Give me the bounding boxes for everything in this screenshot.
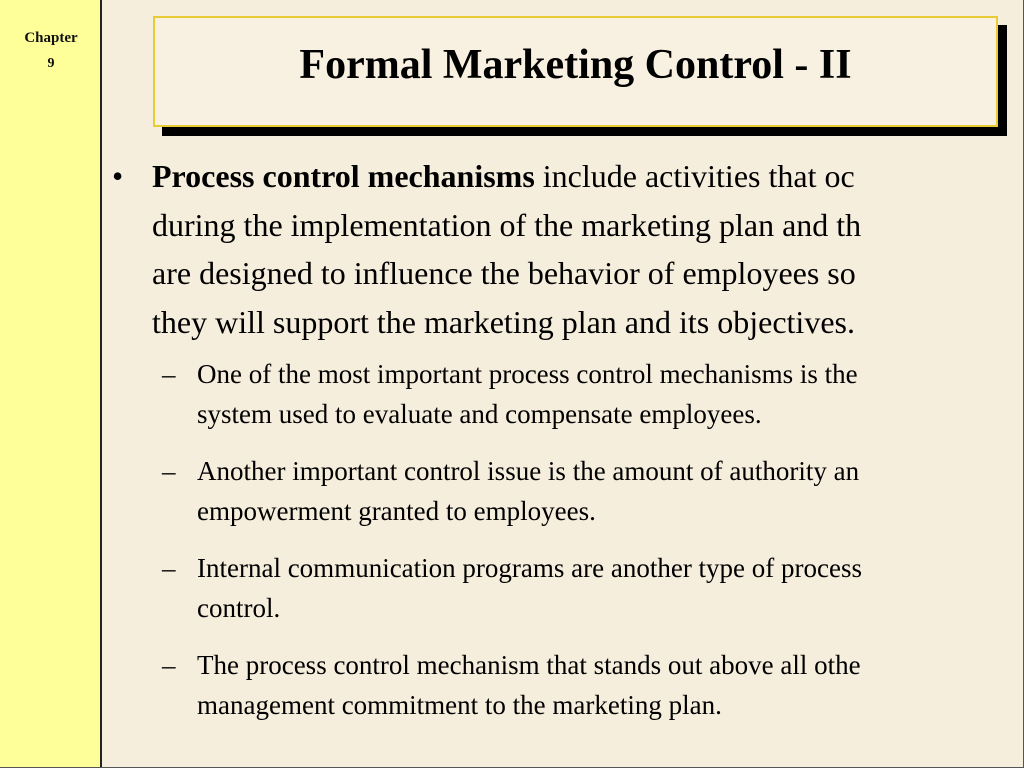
sub-bullet xyxy=(112,548,1024,628)
sub-bullet-line-2: system used to evaluate and compensate employees. xyxy=(197,399,762,429)
bold-term: Process control mechanisms xyxy=(152,158,535,194)
main-bullet xyxy=(112,152,1024,346)
sub-bullet-line-1: Another important control issue is the amount of authority an xyxy=(197,456,860,486)
sub-bullet-line-1: Internal communication programs are another type of process xyxy=(197,553,863,583)
sub-bullet-list xyxy=(112,354,1024,725)
dash-marker: – xyxy=(162,456,176,486)
bullet-marker: • xyxy=(112,158,124,194)
slide-content xyxy=(112,152,1024,742)
sub-bullet-line-1: One of the most important process control mechanisms is the xyxy=(197,359,858,389)
main-bullet-line-2: during the implementation of the marketing plan and th xyxy=(152,206,862,243)
chapter-number: 9 xyxy=(47,56,55,71)
main-bullet-line-3: are designed to influence the behavior of employees so xyxy=(152,255,856,291)
sub-bullet-line-2: management commitment to the marketing plan. xyxy=(197,690,722,720)
dash-marker: – xyxy=(162,650,176,680)
dash-marker: – xyxy=(162,359,176,389)
sub-bullet-line-2: control. xyxy=(197,593,281,623)
dash-marker: – xyxy=(162,553,176,583)
chapter-label: Chapter xyxy=(24,30,78,46)
chapter-sidebar xyxy=(0,0,102,768)
sub-bullet xyxy=(112,354,1024,434)
sub-bullet-line-1: The process control mechanism that stands out above all othe xyxy=(197,650,861,680)
main-bullet-line-4: they will support the marketing plan and its objectives. xyxy=(152,303,855,340)
main-bullet-line-1 xyxy=(152,152,1024,201)
sub-bullet-line-2: empowerment granted to employees. xyxy=(197,496,596,526)
title-box xyxy=(153,16,998,127)
slide-title: Formal Marketing Control - II xyxy=(299,41,852,88)
main-bullet-line-1-rest: include activities that oc xyxy=(534,158,855,194)
sub-bullet xyxy=(112,451,1024,531)
sub-bullet xyxy=(112,645,1024,725)
